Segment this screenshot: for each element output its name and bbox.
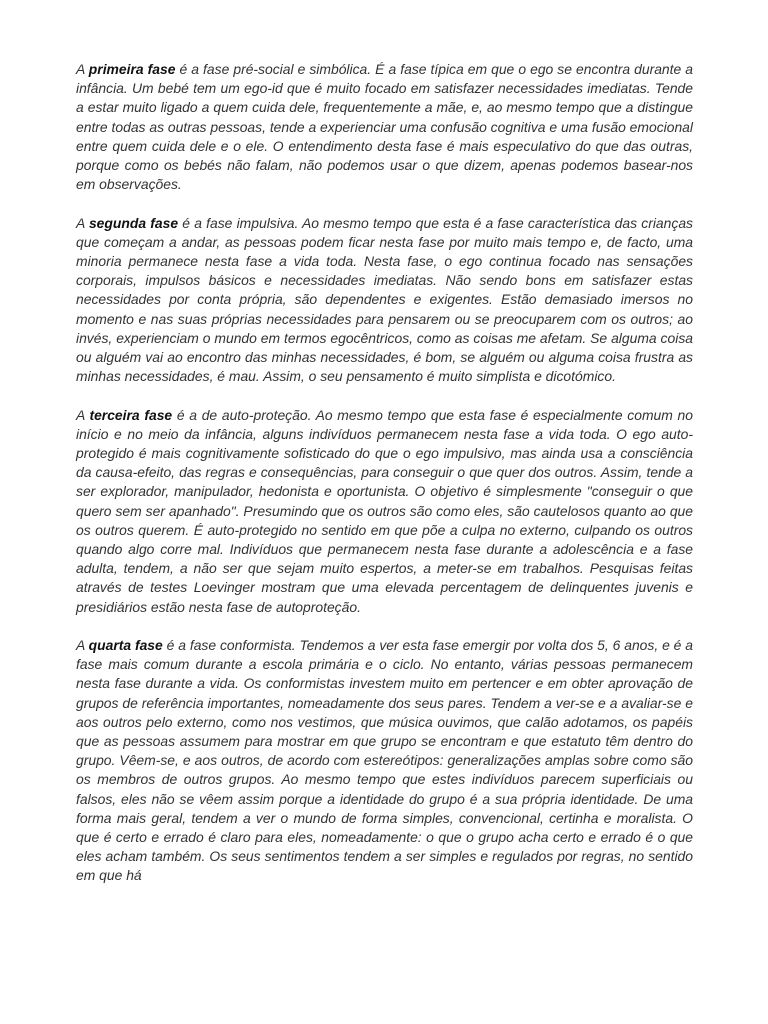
paragraph-quarta-fase xyxy=(76,636,693,886)
term-segunda-fase: segunda fase xyxy=(88,214,179,231)
term-terceira-fase: terceira fase xyxy=(89,406,173,423)
paragraph-prefix: A xyxy=(76,406,90,423)
paragraph-prefix: A xyxy=(76,637,89,654)
paragraph-body: é a fase conformista. Tendemos a ver esta fase emergir por volta dos 5, 6 anos, e é a fase mais comum durante a escola primária e o ciclo. No entanto, várias pessoas permanecem nesta fase durante a vida. Os conformistas investem muito em pertencer e em obter aprovação de grupos de referência importantes, nomeadamente dos seus pares. Tendem a ver-se e a avaliar-se e aos outros pelo externo, como nos vestimos, que música ouvimos, que calão adotamos, os papéis que as pessoas assumem para mostrar em que grupo se encontram e que estatuto têm dentro do grupo. Vêem-se, e aos outros, de acordo com estereótipos: generalizações amplas sobre como são os membros de outros grupos. Ao mesmo tempo que estes indivíduos parecem superficiais ou falsos, eles não se vêem assim porque a identidade do grupo é a sua própria identidade. De uma forma mais geral, tendem a ver o mundo de forma simples, convencional, certinha e moralista. O que é certo e errado é claro para eles, nomeadamente: o que o grupo acha certo e errado é o que eles acham também. Os seus sentimentos tendem a ser simples e regulados por regras, no sentido em que há xyxy=(76,637,693,884)
paragraph-prefix: A xyxy=(76,61,89,77)
paragraph-prefix: A xyxy=(76,214,89,231)
paragraph-body: é a de auto-proteção. Ao mesmo tempo que esta fase é especialmente comum no início e no meio da infância, alguns indivíduos permanecem nesta fase a vida toda. O ego auto-protegido é mais cognitivamente sofisticado do que o ego impulsivo, mas ainda usa a consciência da causa-efeito, das regras e consequências, para conseguir o que quer dos outros. Assim, tende a ser explorador, manipulador, hedonista e oportunista. O objetivo é simplesmente "conseguir o que quero sem ser apanhado". Presumindo que os outros são como eles, são cautelosos quanto ao que os outros querem. É auto-protegido no sentido em que põe a culpa no externo, culpando os outros quando algo corre mal. Indivíduos que permanecem nesta fase durante a adolescência e a fase adulta, tendem, a não ser que sejam muito espertos, a meter-se em trabalhos. Pesquisas feitas através de testes Loevinger mostram que uma elevada percentagem de delinquentes juvenis e presidiários estão nesta fase de autoproteção. xyxy=(76,406,693,615)
term-primeira-fase: primeira fase xyxy=(88,61,176,77)
document-page xyxy=(76,60,693,905)
paragraph-segunda-fase xyxy=(76,214,693,387)
term-quarta-fase: quarta fase xyxy=(88,637,163,654)
paragraph-primeira-fase xyxy=(76,60,693,194)
paragraph-terceira-fase xyxy=(76,406,693,617)
paragraph-body: é a fase pré-social e simbólica. É a fase típica em que o ego se encontra durante a infância. Um bebé tem um ego-id que é muito focado em satisfazer necessidades imediatas. Tende a estar muito ligado a quem cuida dele, frequentemente a mãe, e, ao mesmo tempo que a distingue entre todas as outras pessoas, tende a experienciar uma confusão cognitiva e uma fusão emocional entre quem cuida dele e o ele. O entendimento desta fase é mais especulativo do que das outras, porque como os bebés não falam, não podemos usar o que dizem, apenas podemos basear-nos em observações. xyxy=(76,61,693,193)
paragraph-body: é a fase impulsiva. Ao mesmo tempo que esta é a fase característica das crianças que começam a andar, as pessoas podem ficar nesta fase por muito mais tempo e, de facto, uma minoria permanece nesta fase a vida toda. Nesta fase, o ego continua focado nas sensações corporais, impulsos básicos e necessidades imediatas. Não sendo bons em satisfazer estas necessidades por conta própria, são dependentes e exigentes. Estão demasiado imersos no momento e nas suas próprias necessidades para pensarem ou se preocuparem com os outros; ao invés, experienciam o mundo em termos egocêntricos, como as coisas me afetam. Se alguma coisa ou alguém vai ao encontro das minhas necessidades, é bom, se alguém ou alguma coisa frustra as minhas necessidades, é mau. Assim, o seu pensamento é muito simplista e dicotómico. xyxy=(76,214,694,385)
